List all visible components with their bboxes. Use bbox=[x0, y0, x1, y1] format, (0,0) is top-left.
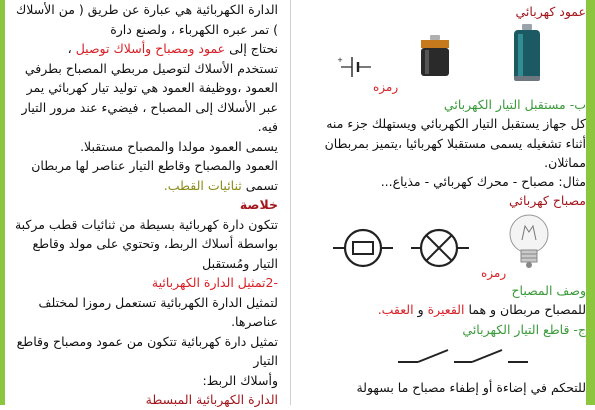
lamp-image bbox=[498, 210, 560, 274]
receiver-title: ب- مستقبل التيار الكهربائي bbox=[443, 97, 586, 112]
page-left-border bbox=[0, 0, 5, 405]
lamp-symbols bbox=[333, 226, 503, 270]
paragraph-representation: لتمثيل الدارة الكهربائية تستعمل رموزا لمختلف عناصرها. bbox=[38, 294, 278, 329]
keyword-dipoles: ثنائيات القطب. bbox=[163, 177, 242, 193]
summary-title: خلاصة bbox=[239, 197, 278, 212]
needs-text: نحتاج إلى bbox=[229, 41, 278, 56]
lamp-terminals-text bbox=[378, 300, 586, 320]
circuit-definition-text: الدارة الكهربائية هي عبارة عن طريق ( من الأسلاك ) تمر عبره الكهرباء ، ولصنع دارة bbox=[15, 2, 278, 37]
paragraph-wires-label: وأسلاك الربط: bbox=[202, 372, 278, 388]
keyword-lamp: ومصباح bbox=[155, 41, 195, 56]
battery-symbol-label: رمزه bbox=[373, 80, 399, 94]
section2-title: -2تمثيل الدارة الكهربائية bbox=[151, 275, 278, 290]
lamp-terminals-pre: للمصباح مربطان و هما bbox=[468, 302, 586, 317]
svg-text:+: + bbox=[337, 56, 343, 64]
switch-title: ج- قاطع التيار الكهربائي bbox=[462, 322, 586, 337]
left-column bbox=[10, 0, 278, 410]
switch-text: للتحكم في إضاءة أو إطفاء مصباح ما بسهولة bbox=[356, 380, 586, 395]
aa-battery-image bbox=[508, 22, 548, 84]
c-battery-image bbox=[418, 34, 452, 78]
battery-symbol-icon bbox=[337, 54, 375, 80]
paragraph-summary: تتكون دارة كهربائية بسيطة من ثنائيات قطب مركبة بواسطة أسلاك الربط، وتحتوي على مولد وقاطع التيار ومُستقبل bbox=[14, 216, 278, 271]
keyword-bulb-base: القعيرة bbox=[427, 302, 465, 317]
dipoles-text: العمود والمصباح وقاطع التيار عناصر لها مربطان تسمى bbox=[31, 158, 278, 193]
paragraph-dipoles bbox=[10, 156, 278, 195]
paragraph-representation-example: تمثيل دارة كهربائية تتكون من عمود ومصباح وقاطع التيار bbox=[16, 333, 278, 368]
lamp-filament-symbol-icon bbox=[333, 230, 393, 266]
and-word: و bbox=[417, 302, 424, 317]
paragraph-circuit-definition bbox=[10, 0, 278, 39]
lamp-cross-symbol-icon bbox=[411, 230, 469, 266]
battery-title: عمود كهربائي bbox=[515, 4, 586, 19]
comma: ، bbox=[67, 41, 72, 56]
paragraph-circuit-needs bbox=[10, 39, 278, 59]
paragraph-wires-usage: تستخدم الأسلاك لتوصيل مربطي المصباح بطرفي العمود ،ووظيفة العمود هي توليد تيار كهربائي يمر عبر الأسلاك إلى المصباح ، فيضيء عند مرور التيار فيه. bbox=[21, 60, 278, 134]
receiver-example: مثال: مصباح - محرك كهربائي - مذياع... bbox=[380, 174, 586, 189]
column-divider bbox=[290, 0, 291, 405]
lamp-description-label: وصف المصباح bbox=[511, 283, 586, 298]
keyword-heel: العقب. bbox=[377, 302, 414, 317]
lamp-symbol-label: رمزه bbox=[481, 266, 507, 280]
paragraph-generator-receiver: يسمى العمود مولدا والمصباح مستقبلا. bbox=[80, 138, 278, 154]
switch-symbol-icon bbox=[398, 346, 528, 368]
lamp-title: مصباح كهربائي bbox=[509, 193, 586, 208]
keyword-wires: وأسلاك توصيل bbox=[75, 41, 152, 56]
right-column bbox=[303, 0, 586, 405]
simplified-circuit-title: الدارة الكهربائية المبسطة bbox=[145, 392, 278, 407]
keyword-battery: عمود bbox=[198, 41, 226, 56]
receiver-text: كل جهاز يستقبل التيار الكهربائي ويستهلك جزء منه أثناء تشغيله يسمى مستقبلا كهربائيا ،يتميز بمربطان مماثلان. bbox=[324, 116, 586, 170]
page-right-border bbox=[586, 0, 595, 405]
